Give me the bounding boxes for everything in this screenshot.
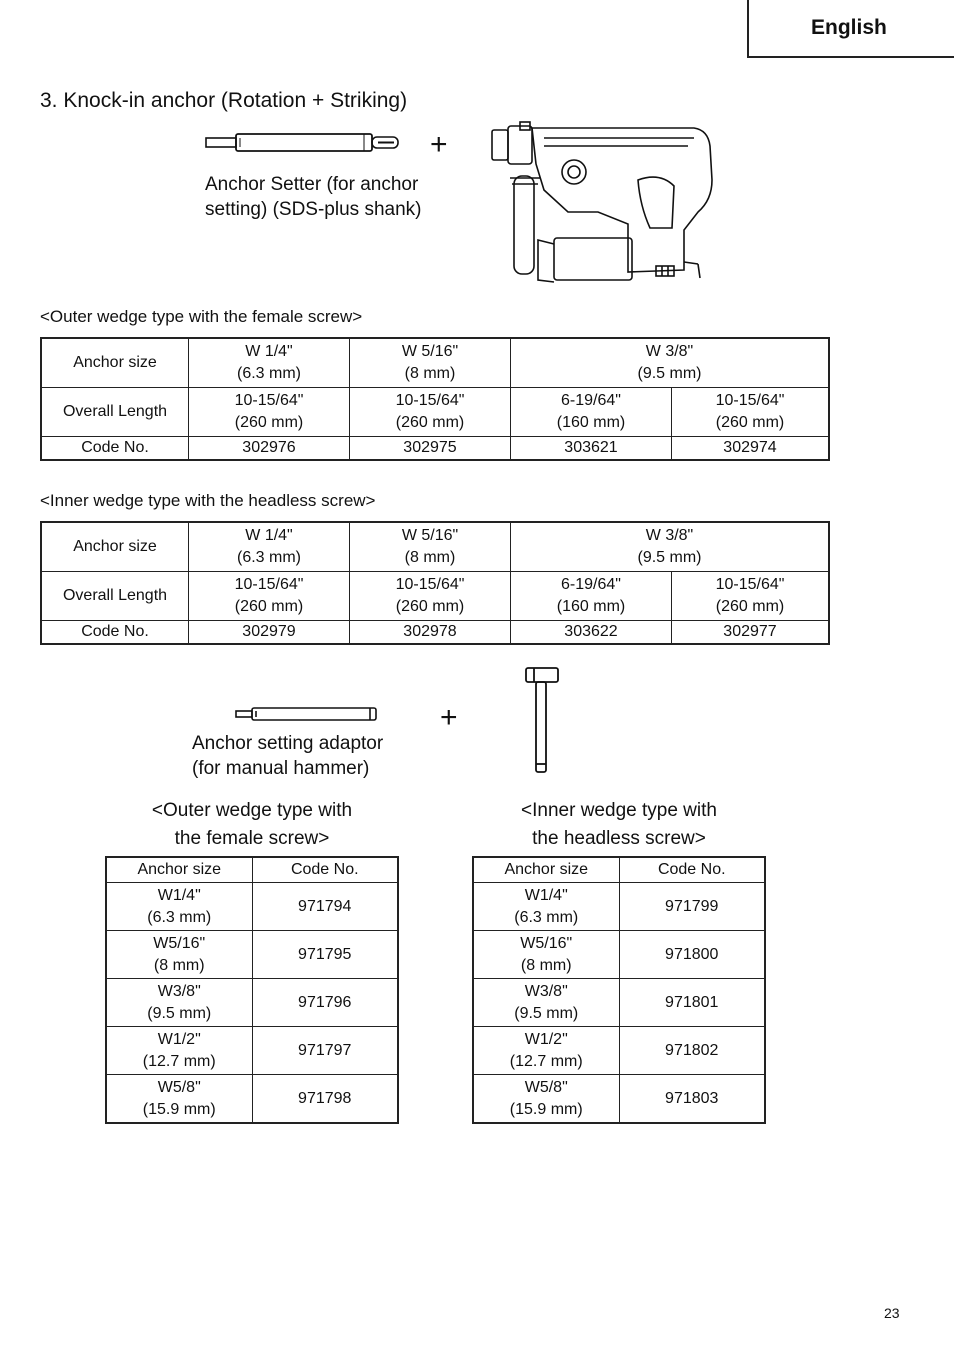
table-row xyxy=(473,1075,765,1124)
row-label: Overall Length xyxy=(41,572,189,621)
table-cell: W5/16" (8 mm) xyxy=(473,931,619,979)
table-row xyxy=(106,979,398,1027)
table-header-row xyxy=(106,857,398,883)
table-cell: 302974 xyxy=(672,437,830,461)
row-label: Code No. xyxy=(41,437,189,461)
table-row xyxy=(41,437,829,461)
language-label: English xyxy=(811,16,887,39)
outer-wedge-table xyxy=(40,337,830,461)
table-header-row xyxy=(473,857,765,883)
table-cell: 303622 xyxy=(511,621,672,645)
section-title: 3. Knock-in anchor (Rotation + Striking) xyxy=(40,89,408,112)
table-cell: 971799 xyxy=(619,883,765,931)
outer-code-table xyxy=(105,856,399,1124)
inner-code-heading: <Inner wedge type with the headless screw> xyxy=(521,800,717,849)
table-cell: W5/8" (15.9 mm) xyxy=(106,1075,252,1124)
table-row xyxy=(41,338,829,388)
inner-code-table xyxy=(472,856,766,1124)
table-cell: 971800 xyxy=(619,931,765,979)
table-cell: 303621 xyxy=(511,437,672,461)
table-cell: 10-15/64" (260 mm) xyxy=(189,572,350,621)
table-cell: W1/2" (12.7 mm) xyxy=(106,1027,252,1075)
table-cell: W 5/16" (8 mm) xyxy=(350,522,511,572)
table-cell: 971795 xyxy=(252,931,398,979)
anchor-adaptor-illustration xyxy=(234,704,380,724)
table-cell: W 3/8" (9.5 mm) xyxy=(511,338,830,388)
table-cell: W 1/4" (6.3 mm) xyxy=(189,522,350,572)
table-cell: 302975 xyxy=(350,437,511,461)
table-row xyxy=(106,1027,398,1075)
anchor-setter-caption: Anchor Setter (for anchor setting) (SDS-plus shank) xyxy=(205,174,422,220)
table-cell: 302979 xyxy=(189,621,350,645)
table-row xyxy=(41,572,829,621)
table-cell: 10-15/64" (260 mm) xyxy=(672,572,830,621)
page-number: 23 xyxy=(884,1305,900,1321)
table-cell: 971801 xyxy=(619,979,765,1027)
table-row xyxy=(41,388,829,437)
table-cell: W1/4" (6.3 mm) xyxy=(106,883,252,931)
table-cell: W5/8" (15.9 mm) xyxy=(473,1075,619,1124)
table-row xyxy=(473,979,765,1027)
language-tab xyxy=(747,0,954,58)
row-label: Anchor size xyxy=(41,338,189,388)
table-cell: 302977 xyxy=(672,621,830,645)
table-cell: 971802 xyxy=(619,1027,765,1075)
table-cell: W5/16" (8 mm) xyxy=(106,931,252,979)
anchor-setter-illustration xyxy=(204,130,404,156)
table-cell: 302976 xyxy=(189,437,350,461)
table-cell: 302978 xyxy=(350,621,511,645)
row-label: Overall Length xyxy=(41,388,189,437)
table-cell: 10-15/64" (260 mm) xyxy=(350,388,511,437)
rotary-hammer-illustration xyxy=(488,120,720,286)
table-cell: 971798 xyxy=(252,1075,398,1124)
inner-wedge-table xyxy=(40,521,830,645)
table-cell: 6-19/64" (160 mm) xyxy=(511,572,672,621)
plus-sign: + xyxy=(440,701,458,734)
outer-code-heading: <Outer wedge type with the female screw> xyxy=(151,800,353,849)
table-cell: W 3/8" (9.5 mm) xyxy=(511,522,830,572)
table-cell: 10-15/64" (260 mm) xyxy=(350,572,511,621)
table-cell: W 5/16" (8 mm) xyxy=(350,338,511,388)
table-row xyxy=(106,883,398,931)
table-row xyxy=(41,522,829,572)
table-row xyxy=(41,621,829,645)
table-row xyxy=(473,931,765,979)
table-cell: W1/4" (6.3 mm) xyxy=(473,883,619,931)
plus-sign: + xyxy=(430,128,448,161)
table-cell: W 1/4" (6.3 mm) xyxy=(189,338,350,388)
table-cell: 10-15/64" (260 mm) xyxy=(672,388,830,437)
table-cell: W3/8" (9.5 mm) xyxy=(106,979,252,1027)
anchor-adaptor-caption: Anchor setting adaptor (for manual hammer) xyxy=(192,733,384,779)
column-header: Anchor size xyxy=(106,857,252,883)
table-row xyxy=(473,1027,765,1075)
table-cell: W1/2" (12.7 mm) xyxy=(473,1027,619,1075)
hammer-icon xyxy=(522,664,562,776)
table-cell: 10-15/64" (260 mm) xyxy=(189,388,350,437)
table-cell: 971794 xyxy=(252,883,398,931)
table-cell: 971797 xyxy=(252,1027,398,1075)
table-cell: 6-19/64" (160 mm) xyxy=(511,388,672,437)
table-cell: 971803 xyxy=(619,1075,765,1124)
inner-table-heading: <Inner wedge type with the headless screw> xyxy=(40,491,376,510)
row-label: Code No. xyxy=(41,621,189,645)
column-header: Code No. xyxy=(619,857,765,883)
table-row xyxy=(106,1075,398,1124)
column-header: Code No. xyxy=(252,857,398,883)
table-cell: 971796 xyxy=(252,979,398,1027)
row-label: Anchor size xyxy=(41,522,189,572)
outer-table-heading: <Outer wedge type with the female screw> xyxy=(40,307,363,326)
table-row xyxy=(473,883,765,931)
table-row xyxy=(106,931,398,979)
column-header: Anchor size xyxy=(473,857,619,883)
table-cell: W3/8" (9.5 mm) xyxy=(473,979,619,1027)
